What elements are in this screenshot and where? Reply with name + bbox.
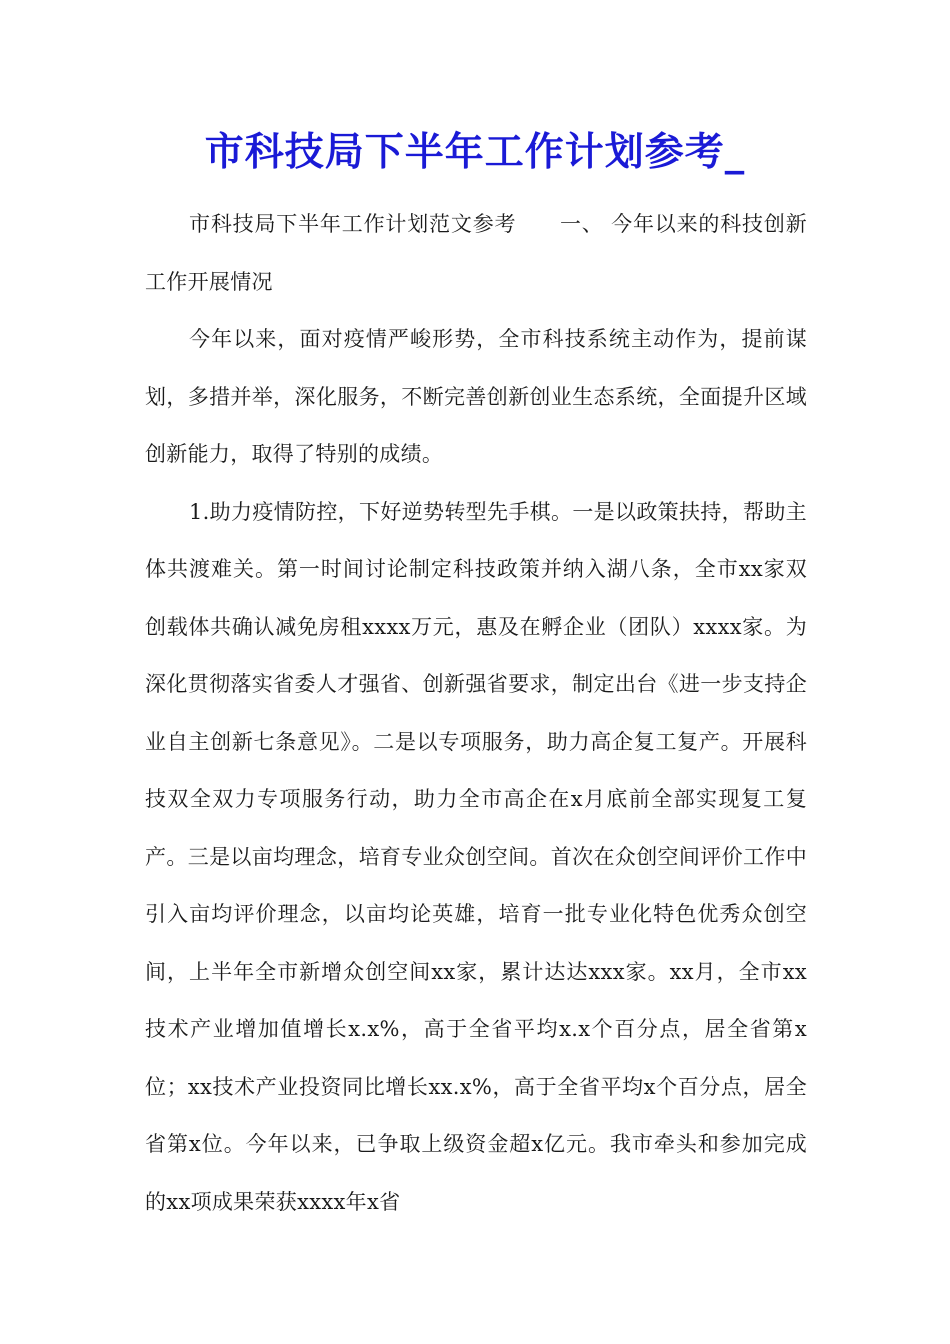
paragraph-heading: 市科技局下半年工作计划范文参考 一、 今年以来的科技创新工作开展情况 — [145, 212, 807, 294]
paragraph-overview: 今年以来，面对疫情严峻形势，全市科技系统主动作为，提前谋划，多措并举，深化服务，不断完善创新创业生态系统，全面提升区域创新能力，取得了特别的成绩。 — [145, 327, 807, 466]
paragraph-item-1: 1.助力疫情防控，下好逆势转型先手棋。一是以政策扶持，帮助主体共渡难关。第一时间讨论制定科技政策并纳入湖八条，全市xx家双创载体共确认减免房租xxxx万元，惠及在孵企业（团队）xxxx家。为深化贯彻落实省委人才强省、创新强省要求，制定出台《进一步支持企业自主创新七条意见》。二是以专项服务，助力高企复工复产。开展科技双全双力专项服务行动，助力全市高企在x月底前全部实现复工复产。三是以亩均理念，培育专业众创空间。首次在众创空间评价工作中引入亩均评价理念，以亩均论英雄，培育一批专业化特色优秀众创空间，上半年全市新增众创空间xx家，累计达达xxx家。xx月，全市xx技术产业增加值增长x.x%，高于全省平均x.x个百分点，居全省第x位；xx技术产业投资同比增长xx.x%，高于全省平均x个百分点，居全省第x位。今年以来，已争取上级资金超x亿元。我市牵头和参加完成的xx项成果荣获xxxx年x省 — [145, 499, 807, 1214]
document-body — [145, 196, 807, 1231]
document-title: 市科技局下半年工作计划参考_ — [204, 130, 746, 175]
